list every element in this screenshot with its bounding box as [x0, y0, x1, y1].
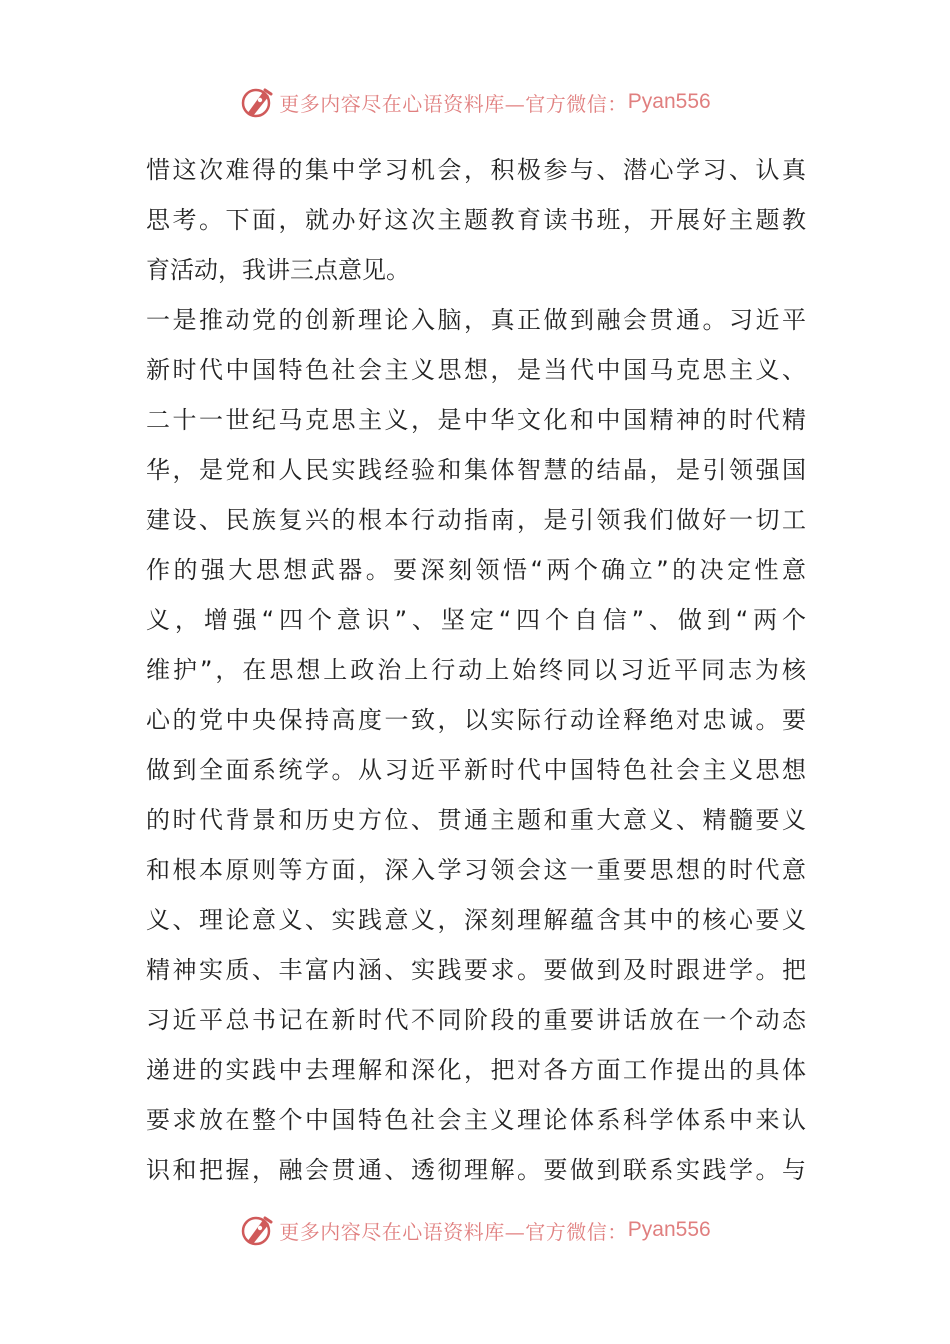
- text-line: 思考。下面，就办好这次主题教育读书班，开展好主题教: [146, 206, 806, 234]
- text-line: 义、理论意义、实践意义，深刻理解蕴含其中的核心要义: [146, 906, 806, 934]
- text-line: 维护”，在思想上政治上行动上始终同以习近平同志为核: [146, 656, 806, 684]
- text-line: 华，是党和人民实践经验和集体智慧的结晶，是引领强国: [146, 456, 806, 484]
- text-line: 惜这次难得的集中学习机会，积极参与、潜心学习、认真: [146, 156, 806, 184]
- banner-text: 更多内容尽在心语资料库—官方微信：: [279, 1219, 628, 1244]
- text-line: 习近平总书记在新时代不同阶段的重要讲话放在一个动态: [146, 1006, 806, 1034]
- text-line: 识和把握，融会贯通、透彻理解。要做到联系实践学。与: [146, 1156, 806, 1184]
- text-line: 二十一世纪马克思主义，是中华文化和中国精神的时代精: [146, 406, 806, 434]
- text-line: 要求放在整个中国特色社会主义理论体系科学体系中来认: [146, 1106, 806, 1134]
- header-banner: [0, 82, 950, 122]
- text-line: 义，增强“四个意识”、坚定“四个自信”、做到“两个: [146, 606, 806, 634]
- wechat-id: Pyan556: [627, 1218, 711, 1241]
- text-line: 育活动，我讲三点意见。: [146, 256, 410, 284]
- text-line: 精神实质、丰富内涵、实践要求。要做到及时跟进学。把: [146, 956, 806, 984]
- pen-nib-logo-icon: [239, 1212, 275, 1248]
- text-line: 递进的实践中去理解和深化，把对各方面工作提出的具体: [146, 1056, 806, 1084]
- text-line: 的时代背景和历史方位、贯通主题和重大意义、精髓要义: [146, 806, 806, 834]
- text-line: 作的强大思想武器。要深刻领悟“两个确立”的决定性意: [146, 556, 806, 584]
- text-line: 做到全面系统学。从习近平新时代中国特色社会主义思想: [146, 756, 806, 784]
- text-line: 和根本原则等方面，深入学习领会这一重要思想的时代意: [146, 856, 806, 884]
- text-line: 心的党中央保持高度一致，以实际行动诠释绝对忠诚。要: [146, 706, 806, 734]
- wechat-id: Pyan556: [627, 90, 711, 113]
- footer-banner: [0, 1210, 950, 1250]
- pen-nib-logo-icon: [239, 84, 275, 120]
- document-body: [146, 145, 806, 1195]
- text-line: 一是推动党的创新理论入脑，真正做到融会贯通。习近平: [146, 306, 806, 334]
- banner-text: 更多内容尽在心语资料库—官方微信：: [279, 91, 628, 116]
- text-line: 新时代中国特色社会主义思想，是当代中国马克思主义、: [146, 356, 806, 384]
- text-line: 建设、民族复兴的根本行动指南，是引领我们做好一切工: [146, 506, 806, 534]
